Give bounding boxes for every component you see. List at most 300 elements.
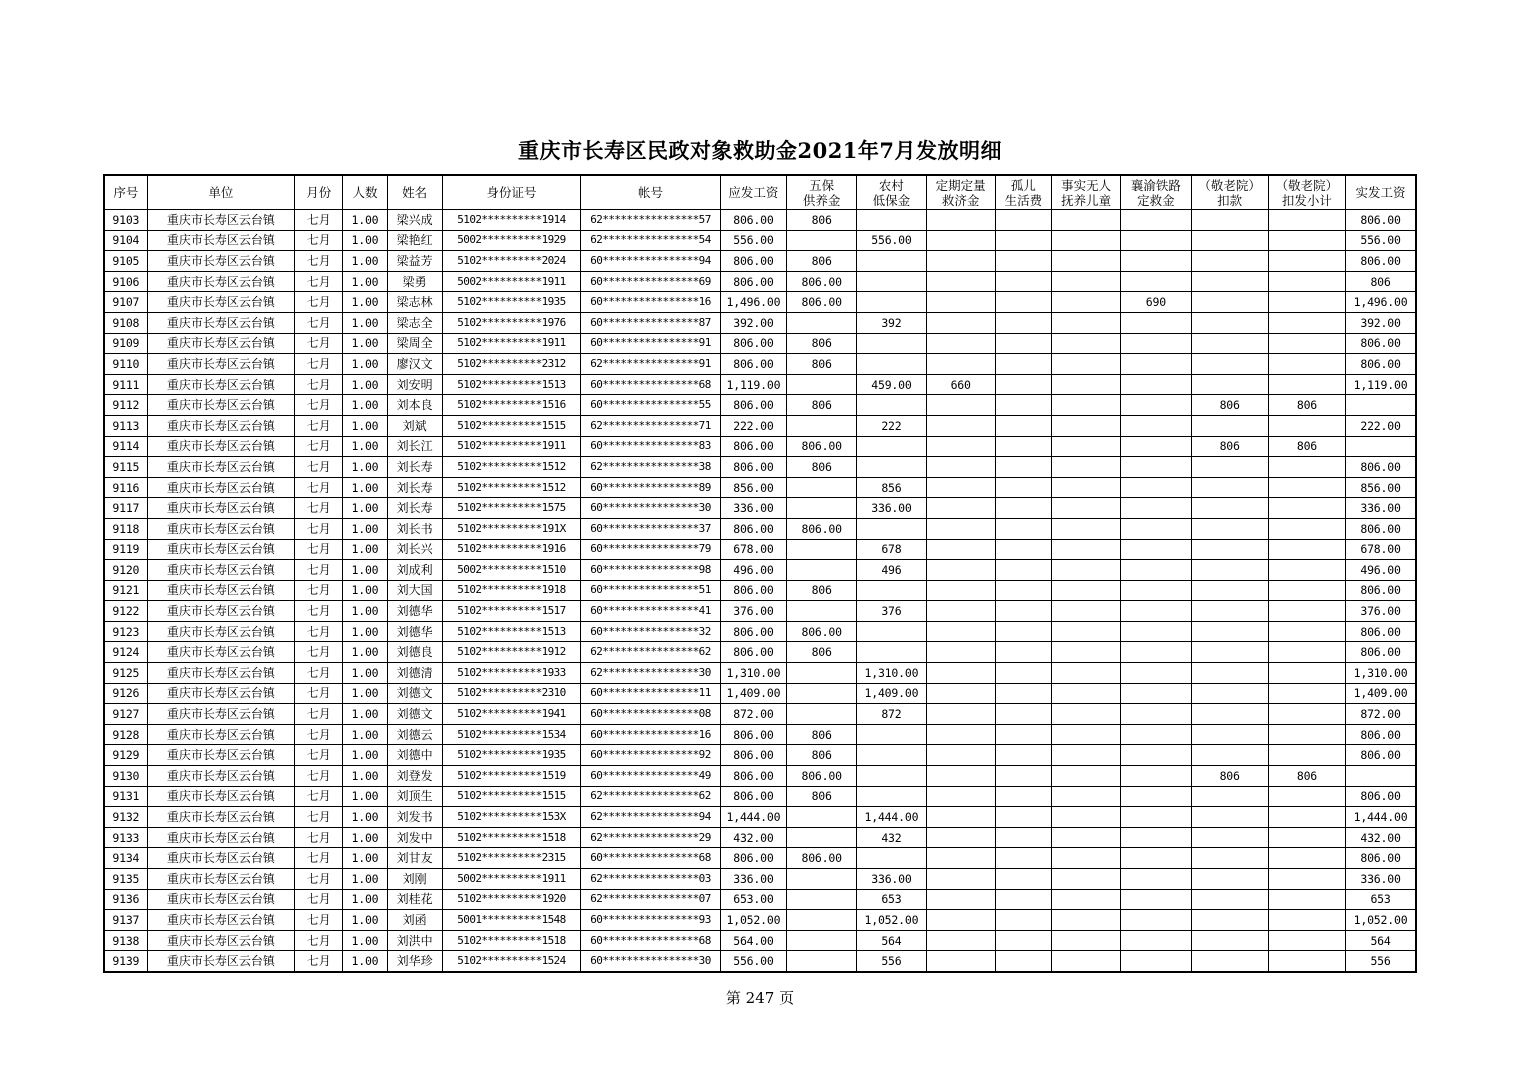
table-cell xyxy=(926,807,995,828)
table-cell: 5102**********2312 xyxy=(442,354,581,375)
table-cell: 5102**********1512 xyxy=(442,477,581,498)
table-cell: 1.00 xyxy=(343,457,387,478)
table-cell: 806.00 xyxy=(720,333,786,354)
table-cell xyxy=(926,951,995,972)
column-header-line: 定救金 xyxy=(1137,192,1175,208)
table-cell: 1.00 xyxy=(343,230,387,251)
table-cell xyxy=(926,642,995,663)
table-cell xyxy=(995,930,1051,951)
table-cell: 806.00 xyxy=(1346,848,1416,869)
table-cell xyxy=(787,477,857,498)
table-cell xyxy=(1191,333,1268,354)
table-cell: 336.00 xyxy=(720,869,786,890)
table-cell xyxy=(1268,745,1345,766)
table-cell: 1.00 xyxy=(343,539,387,560)
table-cell: 1.00 xyxy=(343,415,387,436)
table-row xyxy=(104,786,1416,807)
table-cell: 806.00 xyxy=(1346,580,1416,601)
table-cell xyxy=(1121,683,1191,704)
table-cell: 60****************49 xyxy=(581,766,721,787)
table-cell: 1.00 xyxy=(343,580,387,601)
table-cell xyxy=(1052,642,1121,663)
table-cell xyxy=(1268,889,1345,910)
column-header-line: 人数 xyxy=(352,185,378,200)
table-cell xyxy=(1121,477,1191,498)
column-header-line: 扣款 xyxy=(1217,192,1243,208)
table-cell xyxy=(1052,951,1121,972)
table-cell: 60****************79 xyxy=(581,539,721,560)
table-cell: 重庆市长寿区云台镇 xyxy=(147,869,295,890)
table-cell: 806.00 xyxy=(1346,251,1416,272)
table-cell: 七月 xyxy=(295,786,343,807)
table-row xyxy=(104,374,1416,395)
table-cell: 9120 xyxy=(104,560,147,581)
table-cell: 336.00 xyxy=(1346,869,1416,890)
table-cell xyxy=(1268,807,1345,828)
table-cell: 七月 xyxy=(295,518,343,539)
table-cell: 9118 xyxy=(104,518,147,539)
table-cell xyxy=(1191,827,1268,848)
table-cell xyxy=(857,457,926,478)
table-cell xyxy=(1121,457,1191,478)
table-cell: 刘德中 xyxy=(387,745,442,766)
table-cell: 1,409.00 xyxy=(857,683,926,704)
table-cell: 1.00 xyxy=(343,436,387,457)
column-header-line: 五保 xyxy=(809,177,835,193)
table-cell xyxy=(1052,333,1121,354)
table-cell: 重庆市长寿区云台镇 xyxy=(147,395,295,416)
table-cell: 856.00 xyxy=(1346,477,1416,498)
table-cell: 806 xyxy=(787,745,857,766)
table-cell: 重庆市长寿区云台镇 xyxy=(147,683,295,704)
table-cell: 重庆市长寿区云台镇 xyxy=(147,436,295,457)
table-cell: 重庆市长寿区云台镇 xyxy=(147,580,295,601)
table-cell: 七月 xyxy=(295,848,343,869)
table-cell: 5102**********1534 xyxy=(442,724,581,745)
table-cell: 1,052.00 xyxy=(1346,910,1416,931)
table-cell: 806 xyxy=(787,333,857,354)
table-cell: 1,052.00 xyxy=(857,910,926,931)
table-cell: 222 xyxy=(857,415,926,436)
table-cell: 336.00 xyxy=(857,498,926,519)
table-cell: 梁勇 xyxy=(387,271,442,292)
table-cell: 806 xyxy=(787,457,857,478)
table-cell xyxy=(1121,745,1191,766)
table-cell: 5102**********1515 xyxy=(442,415,581,436)
table-cell: 432.00 xyxy=(720,827,786,848)
table-cell: 重庆市长寿区云台镇 xyxy=(147,271,295,292)
table-cell: 806.00 xyxy=(720,354,786,375)
table-cell: 9115 xyxy=(104,457,147,478)
table-cell: 重庆市长寿区云台镇 xyxy=(147,560,295,581)
table-cell xyxy=(1191,910,1268,931)
table-cell: 1.00 xyxy=(343,621,387,642)
table-cell: 1.00 xyxy=(343,786,387,807)
table-cell: 重庆市长寿区云台镇 xyxy=(147,457,295,478)
column-header xyxy=(1191,175,1268,210)
table-cell xyxy=(1121,724,1191,745)
table-cell xyxy=(1121,374,1191,395)
table-cell: 重庆市长寿区云台镇 xyxy=(147,333,295,354)
table-cell: 5102**********1517 xyxy=(442,601,581,622)
table-cell: 七月 xyxy=(295,395,343,416)
table-cell xyxy=(1268,827,1345,848)
table-cell: 9109 xyxy=(104,333,147,354)
table-cell xyxy=(1052,539,1121,560)
table-cell xyxy=(1191,354,1268,375)
table-cell: 336.00 xyxy=(1346,498,1416,519)
table-cell xyxy=(1191,704,1268,725)
table-cell xyxy=(1268,951,1345,972)
table-row xyxy=(104,724,1416,745)
table-row xyxy=(104,704,1416,725)
table-cell: 刘长兴 xyxy=(387,539,442,560)
table-cell: 5102**********1935 xyxy=(442,745,581,766)
table-row xyxy=(104,848,1416,869)
column-header-line: 救济金 xyxy=(941,192,980,208)
table-cell xyxy=(1191,621,1268,642)
table-cell xyxy=(995,415,1051,436)
table-cell: 七月 xyxy=(295,333,343,354)
table-cell: 5102**********1976 xyxy=(442,312,581,333)
table-cell: 七月 xyxy=(295,415,343,436)
table-cell: 刘德良 xyxy=(387,642,442,663)
column-header-line: 应发工资 xyxy=(728,185,779,200)
table-cell: 1.00 xyxy=(343,663,387,684)
table-cell: 七月 xyxy=(295,251,343,272)
table-cell: 9127 xyxy=(104,704,147,725)
column-header-line: 单位 xyxy=(208,185,234,200)
table-cell xyxy=(1121,271,1191,292)
table-cell: 806 xyxy=(787,395,857,416)
table-cell: 七月 xyxy=(295,457,343,478)
column-header xyxy=(343,175,387,210)
table-cell: 重庆市长寿区云台镇 xyxy=(147,498,295,519)
table-row xyxy=(104,869,1416,890)
table-cell: 806.00 xyxy=(720,766,786,787)
table-cell: 七月 xyxy=(295,498,343,519)
table-cell xyxy=(1121,869,1191,890)
table-cell: 梁兴成 xyxy=(387,210,442,231)
table-cell xyxy=(1121,807,1191,828)
table-cell: 9128 xyxy=(104,724,147,745)
table-cell: 806.00 xyxy=(720,271,786,292)
table-cell: 重庆市长寿区云台镇 xyxy=(147,621,295,642)
table-cell: 1,409.00 xyxy=(1346,683,1416,704)
table-cell: 刘德华 xyxy=(387,621,442,642)
table-cell: 806.00 xyxy=(787,766,857,787)
table-cell: 62****************62 xyxy=(581,786,721,807)
table-cell xyxy=(1121,642,1191,663)
table-row xyxy=(104,312,1416,333)
table-cell xyxy=(1052,271,1121,292)
table-cell xyxy=(1121,910,1191,931)
table-cell: 806.00 xyxy=(720,518,786,539)
table-cell: 重庆市长寿区云台镇 xyxy=(147,786,295,807)
table-cell xyxy=(1191,539,1268,560)
table-row xyxy=(104,354,1416,375)
table-cell xyxy=(1121,436,1191,457)
table-cell: 刘刚 xyxy=(387,869,442,890)
table-row xyxy=(104,580,1416,601)
table-cell: 七月 xyxy=(295,436,343,457)
table-cell: 806 xyxy=(1268,766,1345,787)
table-cell: 1,444.00 xyxy=(1346,807,1416,828)
table-cell xyxy=(926,415,995,436)
table-cell xyxy=(995,333,1051,354)
table-cell xyxy=(926,498,995,519)
table-cell xyxy=(1121,663,1191,684)
table-cell xyxy=(1268,374,1345,395)
table-cell: 1.00 xyxy=(343,374,387,395)
table-cell: 222.00 xyxy=(720,415,786,436)
table-cell: 60****************68 xyxy=(581,848,721,869)
table-cell: 1.00 xyxy=(343,395,387,416)
table-cell: 1,496.00 xyxy=(1346,292,1416,313)
table-row xyxy=(104,230,1416,251)
table-row xyxy=(104,745,1416,766)
table-cell xyxy=(1268,621,1345,642)
table-cell: 60****************94 xyxy=(581,251,721,272)
table-cell: 刘甘友 xyxy=(387,848,442,869)
table-cell xyxy=(857,724,926,745)
table-cell xyxy=(1121,312,1191,333)
table-cell: 62****************03 xyxy=(581,869,721,890)
table-cell xyxy=(926,436,995,457)
table-cell: 856.00 xyxy=(720,477,786,498)
table-cell: 七月 xyxy=(295,766,343,787)
table-row xyxy=(104,436,1416,457)
table-cell: 重庆市长寿区云台镇 xyxy=(147,210,295,231)
table-cell: 62****************07 xyxy=(581,889,721,910)
table-cell: 5102**********1914 xyxy=(442,210,581,231)
table-cell xyxy=(1052,210,1121,231)
table-cell: 60****************68 xyxy=(581,374,721,395)
table-cell: 1,119.00 xyxy=(1346,374,1416,395)
table-cell xyxy=(1121,704,1191,725)
table-cell xyxy=(995,560,1051,581)
table-cell: 60****************11 xyxy=(581,683,721,704)
table-cell: 5002**********1510 xyxy=(442,560,581,581)
table-cell: 60****************16 xyxy=(581,724,721,745)
table-cell: 梁艳红 xyxy=(387,230,442,251)
table-cell xyxy=(995,580,1051,601)
table-cell xyxy=(1052,457,1121,478)
table-cell xyxy=(857,354,926,375)
table-cell: 653 xyxy=(1346,889,1416,910)
table-cell: 重庆市长寿区云台镇 xyxy=(147,910,295,931)
table-cell: 七月 xyxy=(295,869,343,890)
column-header xyxy=(926,175,995,210)
table-cell: 七月 xyxy=(295,889,343,910)
table-cell: 60****************89 xyxy=(581,477,721,498)
table-cell xyxy=(926,251,995,272)
table-cell xyxy=(1346,436,1416,457)
table-cell: 重庆市长寿区云台镇 xyxy=(147,889,295,910)
table-cell: 60****************32 xyxy=(581,621,721,642)
table-cell xyxy=(1052,683,1121,704)
table-cell xyxy=(926,621,995,642)
table-cell: 806.00 xyxy=(1346,354,1416,375)
table-cell: 重庆市长寿区云台镇 xyxy=(147,766,295,787)
table-cell: 七月 xyxy=(295,827,343,848)
table-cell xyxy=(926,292,995,313)
table-cell: 60****************93 xyxy=(581,910,721,931)
table-cell: 806.00 xyxy=(787,518,857,539)
table-cell: 60****************16 xyxy=(581,292,721,313)
table-cell: 872.00 xyxy=(720,704,786,725)
table-cell: 5102**********2024 xyxy=(442,251,581,272)
table-cell xyxy=(1268,354,1345,375)
table-row xyxy=(104,251,1416,272)
table-cell xyxy=(1268,601,1345,622)
table-cell: 5102**********1920 xyxy=(442,889,581,910)
table-cell xyxy=(1191,951,1268,972)
table-cell xyxy=(926,930,995,951)
table-cell: 5002**********1929 xyxy=(442,230,581,251)
table-cell: 重庆市长寿区云台镇 xyxy=(147,663,295,684)
table-cell xyxy=(1121,951,1191,972)
table-cell xyxy=(1191,807,1268,828)
table-cell xyxy=(1191,477,1268,498)
table-cell: 556 xyxy=(857,951,926,972)
table-cell xyxy=(1052,230,1121,251)
table-cell xyxy=(1191,498,1268,519)
table-cell xyxy=(1121,251,1191,272)
table-cell: 刘长江 xyxy=(387,436,442,457)
table-cell: 496.00 xyxy=(720,560,786,581)
table-cell: 806.00 xyxy=(1346,745,1416,766)
table-cell: 刘德文 xyxy=(387,683,442,704)
table-cell: 9129 xyxy=(104,745,147,766)
table-cell xyxy=(857,436,926,457)
table-cell: 806.00 xyxy=(720,251,786,272)
table-cell: 七月 xyxy=(295,704,343,725)
table-cell xyxy=(995,951,1051,972)
table-cell: 806.00 xyxy=(1346,457,1416,478)
table-cell xyxy=(1121,786,1191,807)
table-cell: 七月 xyxy=(295,745,343,766)
table-cell xyxy=(1191,560,1268,581)
table-cell: 1.00 xyxy=(343,333,387,354)
column-header xyxy=(1121,175,1191,210)
table-cell xyxy=(1121,498,1191,519)
table-row xyxy=(104,477,1416,498)
table-cell xyxy=(995,642,1051,663)
table-cell xyxy=(1268,415,1345,436)
table-cell xyxy=(926,580,995,601)
table-header xyxy=(104,175,1416,210)
table-cell: 七月 xyxy=(295,210,343,231)
table-cell xyxy=(926,477,995,498)
table-cell: 9137 xyxy=(104,910,147,931)
table-cell xyxy=(1052,312,1121,333)
table-row xyxy=(104,621,1416,642)
table-cell xyxy=(857,518,926,539)
table-row xyxy=(104,210,1416,231)
table-cell xyxy=(1268,271,1345,292)
table-cell: 806 xyxy=(1268,395,1345,416)
table-cell: 1,052.00 xyxy=(720,910,786,931)
table-cell: 1.00 xyxy=(343,601,387,622)
table-cell: 376 xyxy=(857,601,926,622)
table-cell xyxy=(1191,251,1268,272)
table-cell: 5102**********1518 xyxy=(442,827,581,848)
table-cell: 9108 xyxy=(104,312,147,333)
table-cell xyxy=(1268,848,1345,869)
table-cell xyxy=(1052,745,1121,766)
table-cell: 1.00 xyxy=(343,271,387,292)
table-cell xyxy=(787,374,857,395)
table-cell xyxy=(1121,766,1191,787)
table-cell: 1,444.00 xyxy=(857,807,926,828)
table-cell xyxy=(926,910,995,931)
table-cell: 5002**********1911 xyxy=(442,271,581,292)
table-cell xyxy=(995,395,1051,416)
table-cell: 806 xyxy=(787,786,857,807)
table-cell: 806 xyxy=(787,251,857,272)
table-cell: 806 xyxy=(1191,766,1268,787)
table-cell xyxy=(857,786,926,807)
table-cell xyxy=(787,951,857,972)
table-cell: 9103 xyxy=(104,210,147,231)
table-cell xyxy=(1191,848,1268,869)
table-cell xyxy=(926,457,995,478)
table-cell xyxy=(1191,601,1268,622)
table-cell: 重庆市长寿区云台镇 xyxy=(147,642,295,663)
table-cell xyxy=(1052,827,1121,848)
column-header-line: 扣发小计 xyxy=(1281,192,1332,208)
table-cell xyxy=(787,683,857,704)
table-cell: 392.00 xyxy=(720,312,786,333)
table-row xyxy=(104,663,1416,684)
table-cell xyxy=(1121,518,1191,539)
table-cell: 七月 xyxy=(295,560,343,581)
table-cell xyxy=(1268,539,1345,560)
table-cell xyxy=(995,374,1051,395)
table-cell: 806.00 xyxy=(720,642,786,663)
table-cell: 9133 xyxy=(104,827,147,848)
table-cell: 60****************41 xyxy=(581,601,721,622)
table-cell: 806.00 xyxy=(720,395,786,416)
table-cell: 重庆市长寿区云台镇 xyxy=(147,807,295,828)
table-cell: 1,310.00 xyxy=(857,663,926,684)
table-cell: 5102**********1519 xyxy=(442,766,581,787)
table-cell: 806.00 xyxy=(1346,333,1416,354)
table-cell xyxy=(995,663,1051,684)
table-cell xyxy=(926,518,995,539)
header-row xyxy=(104,175,1416,210)
table-cell xyxy=(1268,498,1345,519)
table-cell: 62****************30 xyxy=(581,663,721,684)
table-cell: 重庆市长寿区云台镇 xyxy=(147,415,295,436)
table-cell xyxy=(1268,518,1345,539)
table-cell: 1.00 xyxy=(343,889,387,910)
table-cell: 七月 xyxy=(295,312,343,333)
page-title: 重庆市长寿区民政对象救助金2021年7月发放明细 xyxy=(517,138,1003,163)
table-cell xyxy=(1268,683,1345,704)
table-row xyxy=(104,333,1416,354)
table-cell: 1.00 xyxy=(343,910,387,931)
table-cell: 9126 xyxy=(104,683,147,704)
payment-detail-table xyxy=(103,174,1417,973)
table-cell xyxy=(1052,848,1121,869)
table-cell: 1,310.00 xyxy=(1346,663,1416,684)
column-header xyxy=(295,175,343,210)
table-cell: 1.00 xyxy=(343,930,387,951)
table-cell xyxy=(995,889,1051,910)
table-cell: 9132 xyxy=(104,807,147,828)
